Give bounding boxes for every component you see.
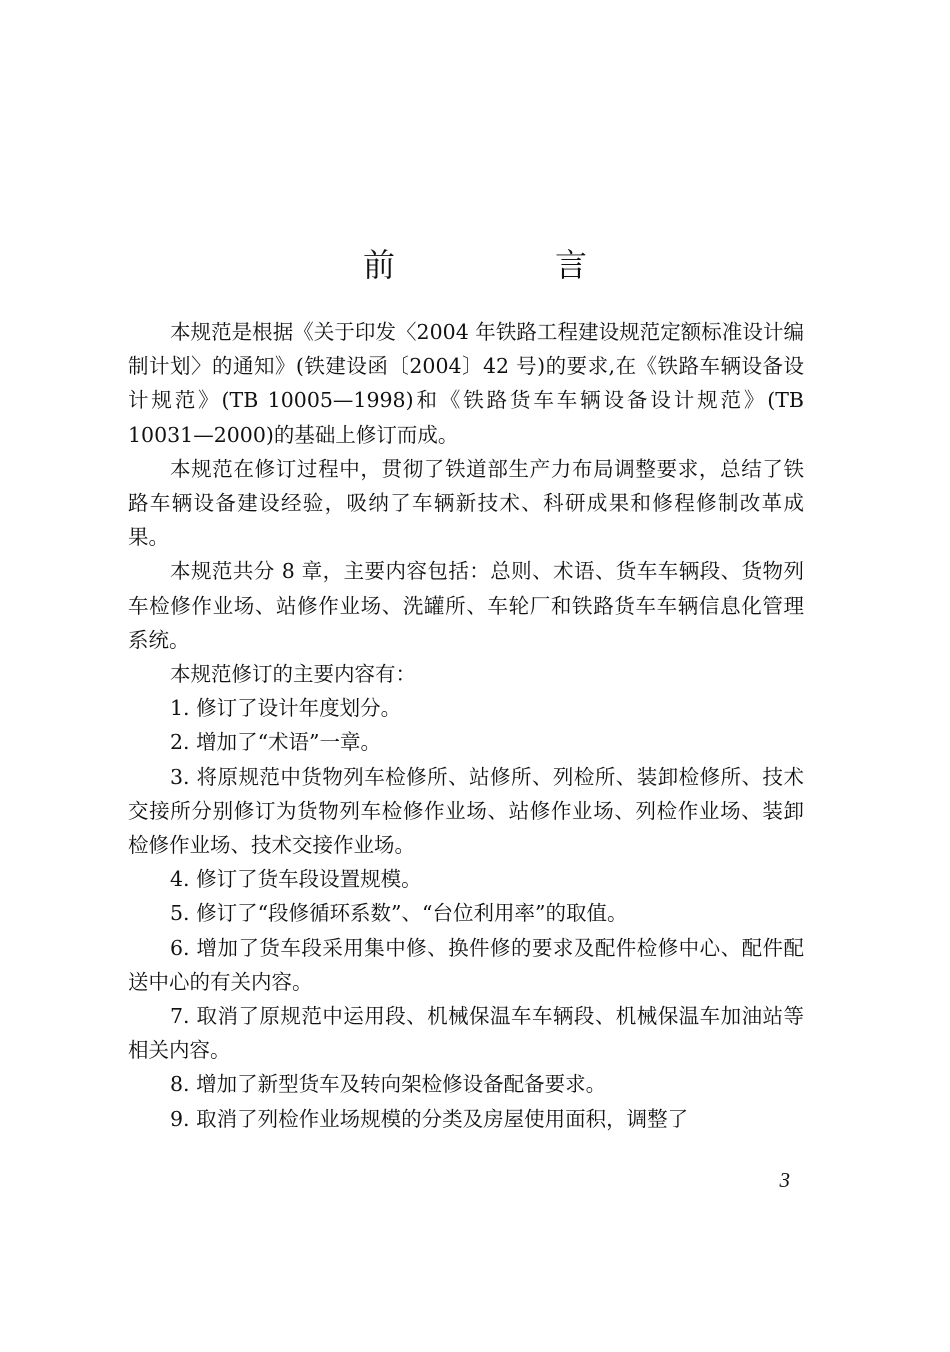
list-item-2: 2. 增加了“术语”一章。 — [170, 730, 382, 755]
document-body — [128, 315, 804, 1136]
page-number: 3 — [779, 1168, 790, 1192]
list-item-8: 8. 增加了新型货车及转向架检修设备配备要求。 — [170, 1072, 607, 1097]
paragraph-1: 本规范是根据《关于印发〈2004 年铁路工程建设规范定额标准设计编制计划〉的通知》(铁建设函〔2004〕42 号)的要求,在《铁路车辆设备设计规范》(TB 10005—1998)和《铁路货车车辆设备设计规范》(TB 10031—2000)的基础上修订而成。 — [128, 320, 804, 447]
paragraph-4: 本规范修订的主要内容有： — [170, 662, 416, 687]
list-item-6: 6. 增加了货车段采用集中修、换件修的要求及配件检修中心、配件配送中心的有关内容。 — [128, 935, 804, 994]
list-item-3: 3. 将原规范中货物列车检修所、站修所、列检所、装卸检修所、技术交接所分别修订为货物列车检修作业场、站修作业场、列检作业场、装卸检修作业场、技术交接作业场。 — [128, 764, 804, 858]
paragraph-2: 本规范在修订过程中，贯彻了铁道部生产力布局调整要求，总结了铁路车辆设备建设经验，吸纳了车辆新技术、科研成果和修程修制改革成果。 — [128, 456, 804, 550]
paragraph-3: 本规范共分 8 章，主要内容包括：总则、术语、货车车辆段、货物列车检修作业场、站修作业场、洗罐所、车轮厂和铁路货车车辆信息化管理系统。 — [128, 559, 804, 652]
list-item-7: 7. 取消了原规范中运用段、机械保温车车辆段、机械保温车加油站等相关内容。 — [128, 1004, 804, 1063]
list-item-5: 5. 修订了“段修循环系数”、“台位利用率”的取值。 — [170, 901, 628, 926]
list-item-1: 1. 修订了设计年度划分。 — [170, 696, 402, 721]
list-item-4: 4. 修订了货车段设置规模。 — [170, 867, 422, 892]
page-title: 前 言 — [362, 246, 651, 284]
list-item-9: 9. 取消了列检作业场规模的分类及房屋使用面积，调整了 — [170, 1106, 689, 1131]
